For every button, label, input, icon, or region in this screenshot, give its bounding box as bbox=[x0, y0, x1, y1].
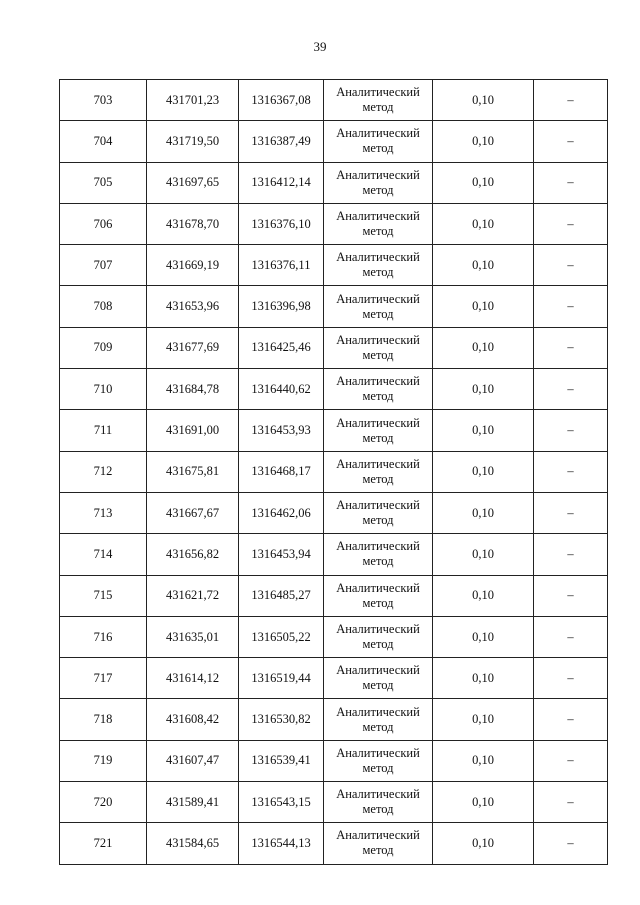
precision-cell: 0,10 bbox=[433, 534, 534, 575]
method-cell bbox=[324, 286, 433, 327]
method-label: Аналитический метод bbox=[336, 539, 420, 569]
note-cell: – bbox=[534, 823, 608, 864]
y-coordinate-cell: 1316367,08 bbox=[239, 80, 324, 121]
point-number-cell: 720 bbox=[60, 782, 147, 823]
table-row bbox=[60, 782, 608, 823]
method-label: Аналитический метод bbox=[336, 787, 420, 817]
precision-cell: 0,10 bbox=[433, 203, 534, 244]
x-coordinate-cell: 431653,96 bbox=[147, 286, 239, 327]
page-number: 39 bbox=[313, 39, 327, 54]
x-coordinate-cell: 431607,47 bbox=[147, 740, 239, 781]
method-cell bbox=[324, 699, 433, 740]
y-coordinate-cell: 1316376,10 bbox=[239, 203, 324, 244]
method-label: Аналитический метод bbox=[336, 663, 420, 693]
note-cell: – bbox=[534, 245, 608, 286]
point-number-cell: 721 bbox=[60, 823, 147, 864]
table-row bbox=[60, 286, 608, 327]
table-row bbox=[60, 410, 608, 451]
y-coordinate-cell: 1316412,14 bbox=[239, 162, 324, 203]
x-coordinate-cell: 431584,65 bbox=[147, 823, 239, 864]
precision-cell: 0,10 bbox=[433, 451, 534, 492]
note-cell: – bbox=[534, 740, 608, 781]
point-number-cell: 713 bbox=[60, 492, 147, 533]
precision-cell: 0,10 bbox=[433, 658, 534, 699]
method-cell bbox=[324, 327, 433, 368]
method-label: Аналитический метод bbox=[336, 126, 420, 156]
point-number-cell: 708 bbox=[60, 286, 147, 327]
method-label: Аналитический метод bbox=[336, 374, 420, 404]
y-coordinate-cell: 1316440,62 bbox=[239, 369, 324, 410]
y-coordinate-cell: 1316376,11 bbox=[239, 245, 324, 286]
table-row bbox=[60, 658, 608, 699]
note-cell: – bbox=[534, 658, 608, 699]
x-coordinate-cell: 431608,42 bbox=[147, 699, 239, 740]
method-cell bbox=[324, 80, 433, 121]
point-number-cell: 714 bbox=[60, 534, 147, 575]
method-label: Аналитический метод bbox=[336, 828, 420, 858]
method-cell bbox=[324, 658, 433, 699]
table-row bbox=[60, 740, 608, 781]
note-cell: – bbox=[534, 286, 608, 327]
y-coordinate-cell: 1316396,98 bbox=[239, 286, 324, 327]
x-coordinate-cell: 431635,01 bbox=[147, 616, 239, 657]
table-row bbox=[60, 534, 608, 575]
note-cell: – bbox=[534, 782, 608, 823]
table-row bbox=[60, 699, 608, 740]
note-cell: – bbox=[534, 121, 608, 162]
method-label: Аналитический метод bbox=[336, 580, 420, 610]
y-coordinate-cell: 1316505,22 bbox=[239, 616, 324, 657]
precision-cell: 0,10 bbox=[433, 327, 534, 368]
note-cell: – bbox=[534, 451, 608, 492]
method-label: Аналитический метод bbox=[336, 85, 420, 115]
point-number-cell: 716 bbox=[60, 616, 147, 657]
precision-cell: 0,10 bbox=[433, 286, 534, 327]
point-number-cell: 710 bbox=[60, 369, 147, 410]
y-coordinate-cell: 1316543,15 bbox=[239, 782, 324, 823]
method-cell bbox=[324, 410, 433, 451]
x-coordinate-cell: 431719,50 bbox=[147, 121, 239, 162]
method-cell bbox=[324, 451, 433, 492]
table-row bbox=[60, 451, 608, 492]
note-cell: – bbox=[534, 410, 608, 451]
y-coordinate-cell: 1316519,44 bbox=[239, 658, 324, 699]
precision-cell: 0,10 bbox=[433, 782, 534, 823]
x-coordinate-cell: 431678,70 bbox=[147, 203, 239, 244]
y-coordinate-cell: 1316387,49 bbox=[239, 121, 324, 162]
y-coordinate-cell: 1316539,41 bbox=[239, 740, 324, 781]
point-number-cell: 703 bbox=[60, 80, 147, 121]
method-label: Аналитический метод bbox=[336, 415, 420, 445]
y-coordinate-cell: 1316453,93 bbox=[239, 410, 324, 451]
x-coordinate-cell: 431675,81 bbox=[147, 451, 239, 492]
point-number-cell: 717 bbox=[60, 658, 147, 699]
method-label: Аналитический метод bbox=[336, 745, 420, 775]
point-number-cell: 709 bbox=[60, 327, 147, 368]
x-coordinate-cell: 431656,82 bbox=[147, 534, 239, 575]
point-number-cell: 719 bbox=[60, 740, 147, 781]
table-row bbox=[60, 80, 608, 121]
precision-cell: 0,10 bbox=[433, 410, 534, 451]
method-label: Аналитический метод bbox=[336, 291, 420, 321]
method-label: Аналитический метод bbox=[336, 167, 420, 197]
precision-cell: 0,10 bbox=[433, 699, 534, 740]
point-number-cell: 718 bbox=[60, 699, 147, 740]
note-cell: – bbox=[534, 699, 608, 740]
method-label: Аналитический метод bbox=[336, 209, 420, 239]
table-row bbox=[60, 369, 608, 410]
method-cell bbox=[324, 782, 433, 823]
y-coordinate-cell: 1316544,13 bbox=[239, 823, 324, 864]
table-row bbox=[60, 245, 608, 286]
x-coordinate-cell: 431614,12 bbox=[147, 658, 239, 699]
method-label: Аналитический метод bbox=[336, 622, 420, 651]
method-label: Аналитический метод bbox=[336, 250, 420, 280]
precision-cell: 0,10 bbox=[433, 245, 534, 286]
table-row bbox=[60, 203, 608, 244]
y-coordinate-cell: 1316462,06 bbox=[239, 492, 324, 533]
y-coordinate-cell: 1316425,46 bbox=[239, 327, 324, 368]
method-cell bbox=[324, 245, 433, 286]
point-number-cell: 707 bbox=[60, 245, 147, 286]
table-body bbox=[60, 80, 608, 865]
note-cell: – bbox=[534, 616, 608, 657]
point-number-cell: 715 bbox=[60, 575, 147, 616]
method-label: Аналитический метод bbox=[336, 456, 420, 486]
table-row bbox=[60, 823, 608, 864]
precision-cell: 0,10 bbox=[433, 80, 534, 121]
precision-cell: 0,10 bbox=[433, 121, 534, 162]
x-coordinate-cell: 431669,19 bbox=[147, 245, 239, 286]
method-cell bbox=[324, 823, 433, 864]
method-cell bbox=[324, 534, 433, 575]
precision-cell: 0,10 bbox=[433, 162, 534, 203]
note-cell: – bbox=[534, 369, 608, 410]
table-row bbox=[60, 616, 608, 657]
table-row bbox=[60, 575, 608, 616]
method-cell bbox=[324, 575, 433, 616]
note-cell: – bbox=[534, 575, 608, 616]
y-coordinate-cell: 1316468,17 bbox=[239, 451, 324, 492]
method-cell bbox=[324, 492, 433, 533]
x-coordinate-cell: 431621,72 bbox=[147, 575, 239, 616]
method-cell bbox=[324, 369, 433, 410]
x-coordinate-cell: 431691,00 bbox=[147, 410, 239, 451]
y-coordinate-cell: 1316453,94 bbox=[239, 534, 324, 575]
note-cell: – bbox=[534, 327, 608, 368]
method-cell bbox=[324, 162, 433, 203]
note-cell: – bbox=[534, 534, 608, 575]
point-number-cell: 706 bbox=[60, 203, 147, 244]
coordinates-table bbox=[59, 79, 608, 865]
note-cell: – bbox=[534, 162, 608, 203]
point-number-cell: 712 bbox=[60, 451, 147, 492]
precision-cell: 0,10 bbox=[433, 616, 534, 657]
table-row bbox=[60, 121, 608, 162]
method-cell bbox=[324, 616, 433, 657]
table-row bbox=[60, 162, 608, 203]
method-label: Аналитический метод bbox=[336, 498, 420, 528]
method-cell bbox=[324, 740, 433, 781]
table-row bbox=[60, 327, 608, 368]
table-row bbox=[60, 492, 608, 533]
precision-cell: 0,10 bbox=[433, 369, 534, 410]
x-coordinate-cell: 431697,65 bbox=[147, 162, 239, 203]
point-number-cell: 705 bbox=[60, 162, 147, 203]
note-cell: – bbox=[534, 492, 608, 533]
method-label: Аналитический метод bbox=[336, 332, 420, 362]
x-coordinate-cell: 431701,23 bbox=[147, 80, 239, 121]
x-coordinate-cell: 431684,78 bbox=[147, 369, 239, 410]
method-cell bbox=[324, 203, 433, 244]
note-cell: – bbox=[534, 203, 608, 244]
x-coordinate-cell: 431667,67 bbox=[147, 492, 239, 533]
y-coordinate-cell: 1316485,27 bbox=[239, 575, 324, 616]
precision-cell: 0,10 bbox=[433, 740, 534, 781]
precision-cell: 0,10 bbox=[433, 823, 534, 864]
y-coordinate-cell: 1316530,82 bbox=[239, 699, 324, 740]
x-coordinate-cell: 431677,69 bbox=[147, 327, 239, 368]
precision-cell: 0,10 bbox=[433, 575, 534, 616]
point-number-cell: 711 bbox=[60, 410, 147, 451]
method-cell bbox=[324, 121, 433, 162]
point-number-cell: 704 bbox=[60, 121, 147, 162]
note-cell: – bbox=[534, 80, 608, 121]
precision-cell: 0,10 bbox=[433, 492, 534, 533]
method-label: Аналитический метод bbox=[336, 704, 420, 734]
x-coordinate-cell: 431589,41 bbox=[147, 782, 239, 823]
